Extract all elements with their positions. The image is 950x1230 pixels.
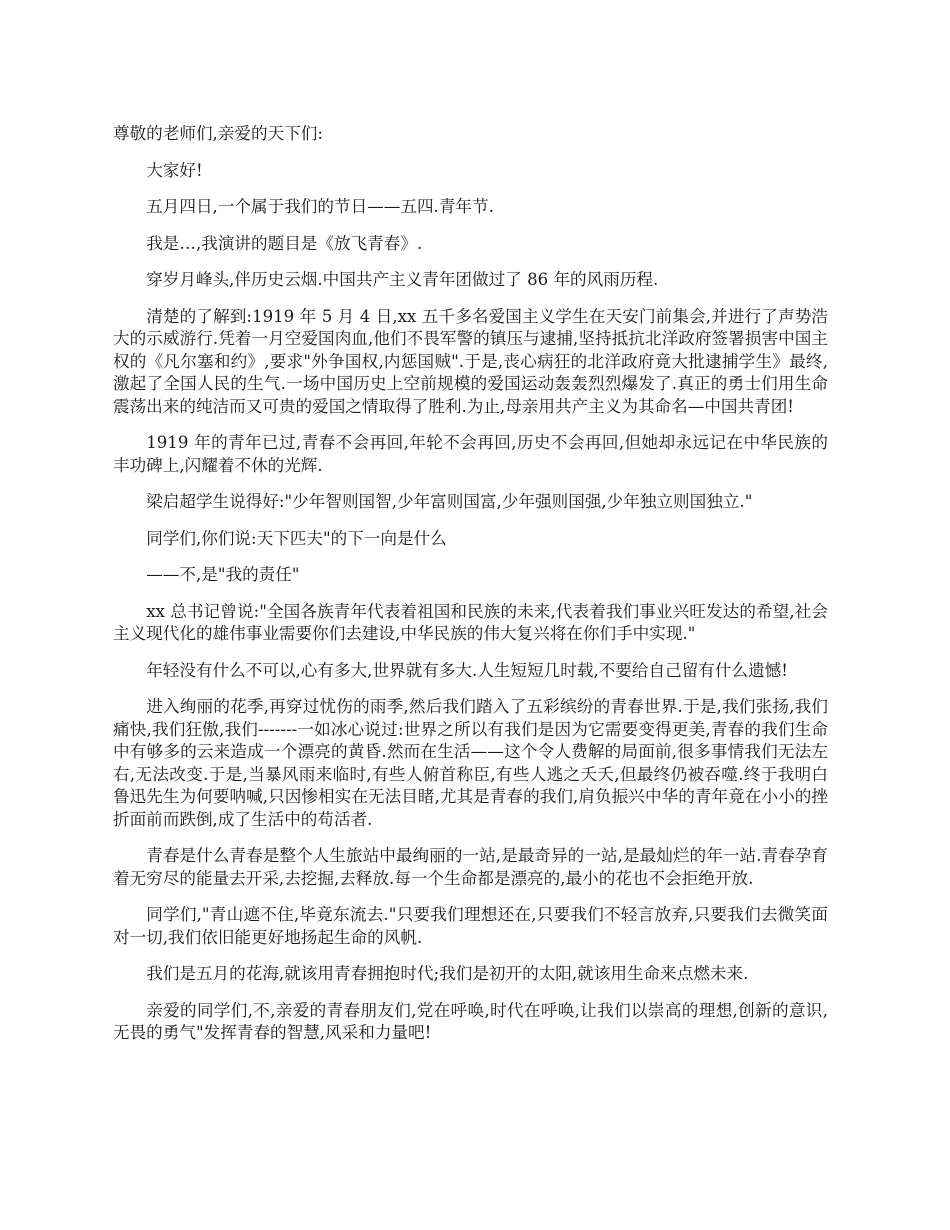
paragraph: 青春是什么青春是整个人生旅站中最绚丽的一站,是最奇异的一站,是最灿烂的年一站.青春孕育着无穷尽的能量去开采,去挖掘,去释放.每一个生命都是漂亮的,最小的花也不会拒绝开放. bbox=[113, 846, 828, 888]
paragraph: ——不,是"我的责任" bbox=[146, 565, 300, 584]
paragraph: 我们是五月的花海,就该用青春拥抱时代;我们是初开的太阳,就该用生命来点燃未来. bbox=[146, 964, 749, 983]
paragraph: 五月四日,一个属于我们的节日——五四.青年节. bbox=[146, 197, 494, 216]
paragraph: 同学们,"青山遮不住,毕竟东流去."只要我们理想还在,只要我们不轻言放弃,只要我们去微笑面对一切,我们依旧能更好地扬起生命的风帆. bbox=[113, 905, 828, 947]
paragraph: 穿岁月峰头,伴历史云烟.中国共产主义青年团做过了 86 年的风雨历程. bbox=[146, 270, 659, 289]
paragraph: 1919 年的青年已过,青春不会再回,年轮不会再回,历史不会再回,但她却永远记在中华民族的丰功碑上,闪耀着不休的光辉. bbox=[113, 433, 828, 475]
salutation: 尊敬的老师们,亲爱的天下们: bbox=[113, 124, 323, 143]
paragraph: 我是…,我演讲的题目是《放飞青春》. bbox=[146, 233, 423, 253]
paragraph: xx 总书记曾说:"全国各族青年代表着祖国和民族的未来,代表着我们事业兴旺发达的希望,社会主义现代化的雄伟事业需要你们去建设,中华民族的伟大复兴将在你们手中实现." bbox=[113, 601, 828, 643]
paragraph: 年轻没有什么不可以,心有多大,世界就有多大.人生短短几时载,不要给自己留有什么遗憾! bbox=[146, 660, 788, 680]
paragraph: 梁启超学生说得好:"少年智则国智,少年富则国富,少年强则国强,少年独立则国独立." bbox=[146, 492, 753, 511]
paragraph: 进入绚丽的花季,再穿过忧伤的雨季,然后我们踏入了五彩缤纷的青春世界.于是,我们张扬,我们痛快,我们狂傲,我们-------一如冰心说过:世界之所以有我们是因为它需要变得更美,青春的我们生命中有够多的云来造成一个漂亮的黄昏.然而在生活——这个令人费解的局面前,很多事情我们无法左右,无法改变.于是,当暴风雨来临时,有些人俯首称臣,有些人逃之夭夭,但最终仍被吞噬.终于我明白鲁迅先生为何要呐喊,只因惨相实在无法目睹,尤其是青春的我们,肩负振兴中华的青年竟在小小的挫折面前而跌倒,成了生活中的苟活者. bbox=[113, 697, 828, 829]
closing-paragraph: 亲爱的同学们,不,亲爱的青春朋友们,党在呼唤,时代在呼唤,让我们以崇高的理想,创新的意识,无畏的勇气"发挥青春的智慧,风采和力量吧! bbox=[113, 1000, 828, 1042]
paragraph: 清楚的了解到:1919 年 5 月 4 日,xx 五千多名爱国主义学生在天安门前集会,并进行了声势浩大的示威游行.凭着一月空爱国肉血,他们不畏军警的镇压与逮捕,坚持抵抗北洋政府签署损害中国主权的《凡尔塞和约》,要求"外争国权,内惩国贼".于是,丧心病狂的北洋政府竟大批逮捕学生》最终,激起了全国人民的生气.一场中国历史上空前规模的爱国运动轰轰烈烈爆发了.真正的勇士们用生命震荡出来的纯洁而又可贵的爱国之情取得了胜利.为止,母亲用共产主义为其命名—中国共青团! bbox=[113, 306, 828, 416]
document-body bbox=[113, 123, 828, 1059]
greeting: 大家好! bbox=[146, 160, 203, 180]
paragraph: 同学们,你们说:天下匹夫"的下一向是什么 bbox=[146, 528, 447, 548]
